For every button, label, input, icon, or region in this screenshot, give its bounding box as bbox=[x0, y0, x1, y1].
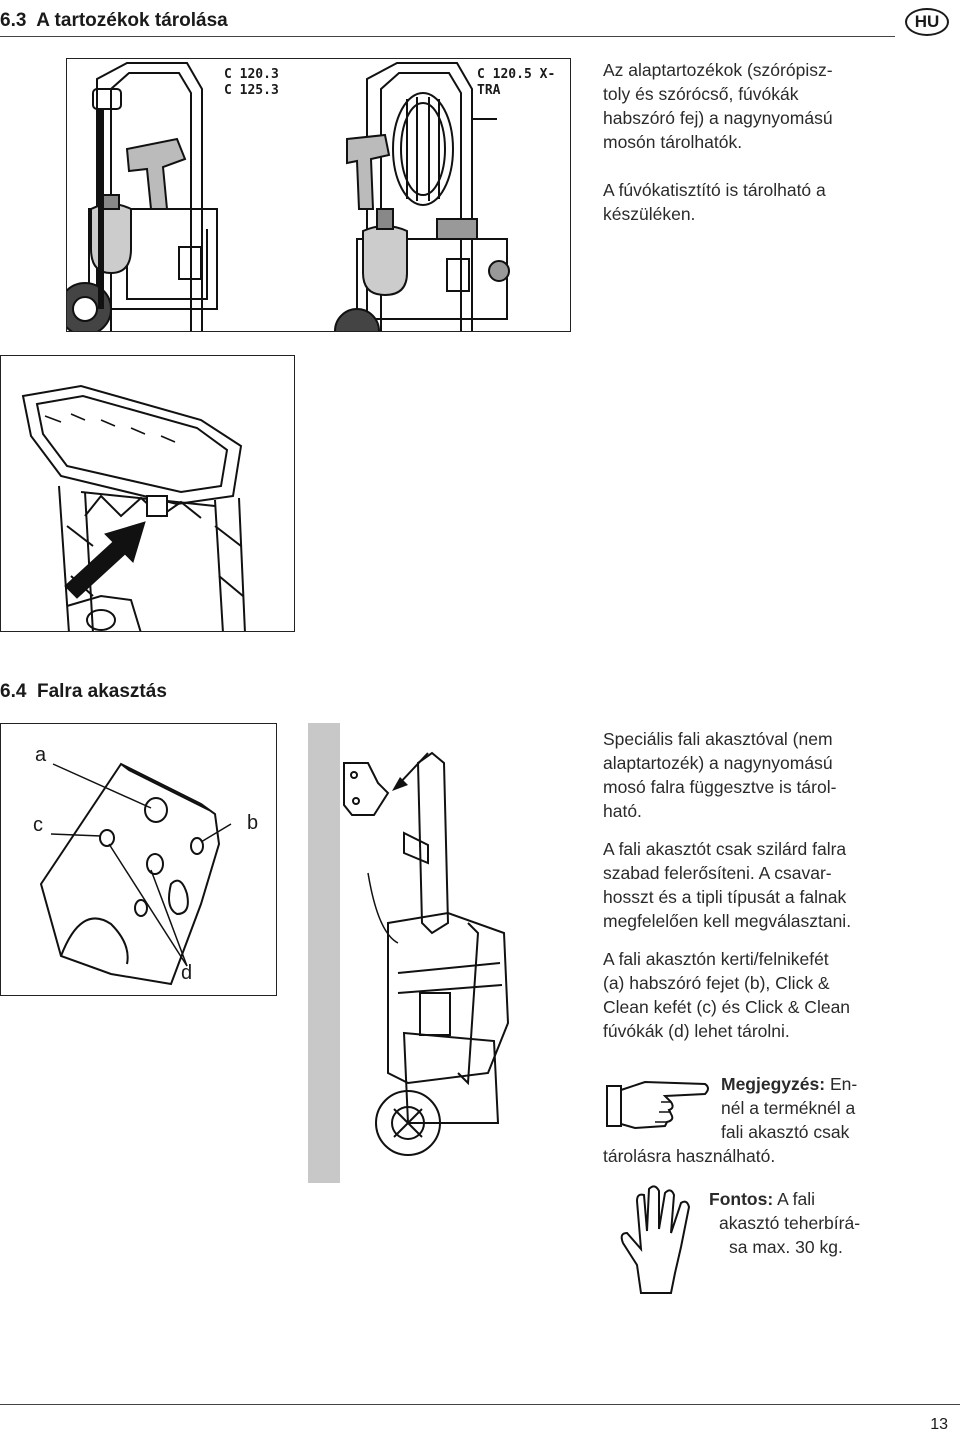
warning-line-2-wrap bbox=[709, 1213, 860, 1233]
header-rule bbox=[0, 36, 895, 37]
storage-paragraph-1-line-3: habszóró fej) a nagynyomású bbox=[603, 108, 833, 128]
note-line-1: En- bbox=[829, 1074, 858, 1094]
warning-line-3-wrap bbox=[709, 1237, 843, 1257]
wall-mount-paragraph-3 bbox=[603, 947, 903, 1043]
wall-mount-paragraph-1-line-2: alaptartozék) a nagynyomású bbox=[603, 753, 833, 773]
figure-wall-hanger-position bbox=[0, 355, 295, 632]
model-label-c1253: C 125.3 bbox=[224, 83, 279, 98]
note-label: Megjegyzés: bbox=[721, 1074, 826, 1094]
wall-surface bbox=[308, 723, 340, 1183]
wall-mount-paragraph-1-line-3: mosó falra függesztve is tárol- bbox=[603, 777, 837, 797]
note-last-line: tárolásra használható. bbox=[603, 1146, 776, 1166]
figure-wall-hanger-accessories bbox=[0, 723, 277, 996]
storage-paragraph-1-line-1: Az alaptartozékok (szórópisz- bbox=[603, 60, 833, 80]
bracket-arrow-icon bbox=[392, 777, 408, 791]
storage-paragraph-1 bbox=[603, 58, 903, 154]
figure-machine-on-wall bbox=[308, 723, 578, 1183]
wall-mount-paragraph-3-line-3: Clean kefét (c) és Click & Clean bbox=[603, 997, 851, 1017]
storage-paragraphs bbox=[603, 58, 903, 226]
wall-mount-paragraph-2-line-4: megfelelően kell megválasztani. bbox=[603, 911, 852, 931]
model-label-left bbox=[224, 67, 279, 99]
pointing-hand-icon bbox=[605, 1072, 713, 1134]
figure-label-c: c bbox=[33, 814, 43, 836]
wall-mount-paragraph-1-line-1: Speciális fali akasztóval (nem bbox=[603, 729, 833, 749]
wall-mount-paragraph-2 bbox=[603, 837, 903, 933]
wall-mount-paragraph-1 bbox=[603, 727, 903, 823]
footer-rule bbox=[0, 1404, 960, 1405]
language-badge-label: HU bbox=[914, 12, 940, 31]
wall-mount-paragraph-2-line-1: A fali akasztót csak szilárd falra bbox=[603, 839, 847, 859]
wall-mount-paragraph-2-line-3: hosszt és a tipli típusát a falnak bbox=[603, 887, 847, 907]
pressure-washer-illustrations bbox=[67, 59, 571, 332]
section-title-wall-mount: 6.4 Falra akasztás bbox=[0, 681, 167, 702]
note-block bbox=[603, 1068, 903, 1168]
wall-mount-paragraph-2-line-2: szabad felerősíteni. A csavar- bbox=[603, 863, 832, 883]
figure-storage-products bbox=[66, 58, 571, 332]
warning-line-2: akasztó teherbírá- bbox=[719, 1213, 861, 1233]
note-line-3: fali akasztó csak bbox=[721, 1122, 850, 1142]
figure-label-a: a bbox=[35, 744, 47, 766]
wall-mount-paragraph-3-line-4: fúvókák (d) lehet tárolni. bbox=[603, 1021, 790, 1041]
wall-mount-paragraph-3-line-2: (a) habszóró fejet (b), Click & bbox=[603, 973, 830, 993]
note-line-2: nél a terméknél a bbox=[721, 1098, 856, 1118]
wall-hanger-position-drawing bbox=[1, 356, 295, 632]
warning-line-3: sa max. 30 kg. bbox=[729, 1237, 843, 1257]
figure-label-b: b bbox=[247, 812, 259, 834]
language-badge bbox=[905, 8, 949, 36]
warning-text bbox=[709, 1187, 899, 1259]
storage-paragraph-1-line-4: mosón tárolhatók. bbox=[603, 132, 743, 152]
warning-line-1: A fali bbox=[777, 1189, 816, 1209]
wall-mount-paragraph-1-line-4: ható. bbox=[603, 801, 642, 821]
storage-paragraph-2-line-1: A fúvókatisztító is tárolható a bbox=[603, 180, 826, 200]
warning-label: Fontos: bbox=[709, 1189, 774, 1209]
warning-block bbox=[603, 1183, 903, 1303]
page-number: 13 bbox=[930, 1416, 948, 1433]
storage-paragraph-2 bbox=[603, 178, 903, 226]
wall-mount-paragraph-3-line-1: A fali akasztón kerti/felnikefét bbox=[603, 949, 829, 969]
wall-mount-paragraphs bbox=[603, 727, 903, 1043]
model-label-right: C 120.5 X-TRA bbox=[477, 67, 556, 98]
machine-on-wall-drawing bbox=[308, 723, 578, 1183]
figure-label-d: d bbox=[181, 962, 193, 984]
note-text bbox=[721, 1072, 901, 1144]
section-title: 6.3 A tartozékok tárolása bbox=[0, 10, 228, 31]
model-label-c1203: C 120.3 bbox=[224, 67, 279, 82]
storage-paragraph-2-line-2: készüléken. bbox=[603, 204, 696, 224]
storage-paragraph-1-line-2: toly és szórócső, fúvókák bbox=[603, 84, 799, 104]
open-palm-icon bbox=[611, 1183, 701, 1295]
